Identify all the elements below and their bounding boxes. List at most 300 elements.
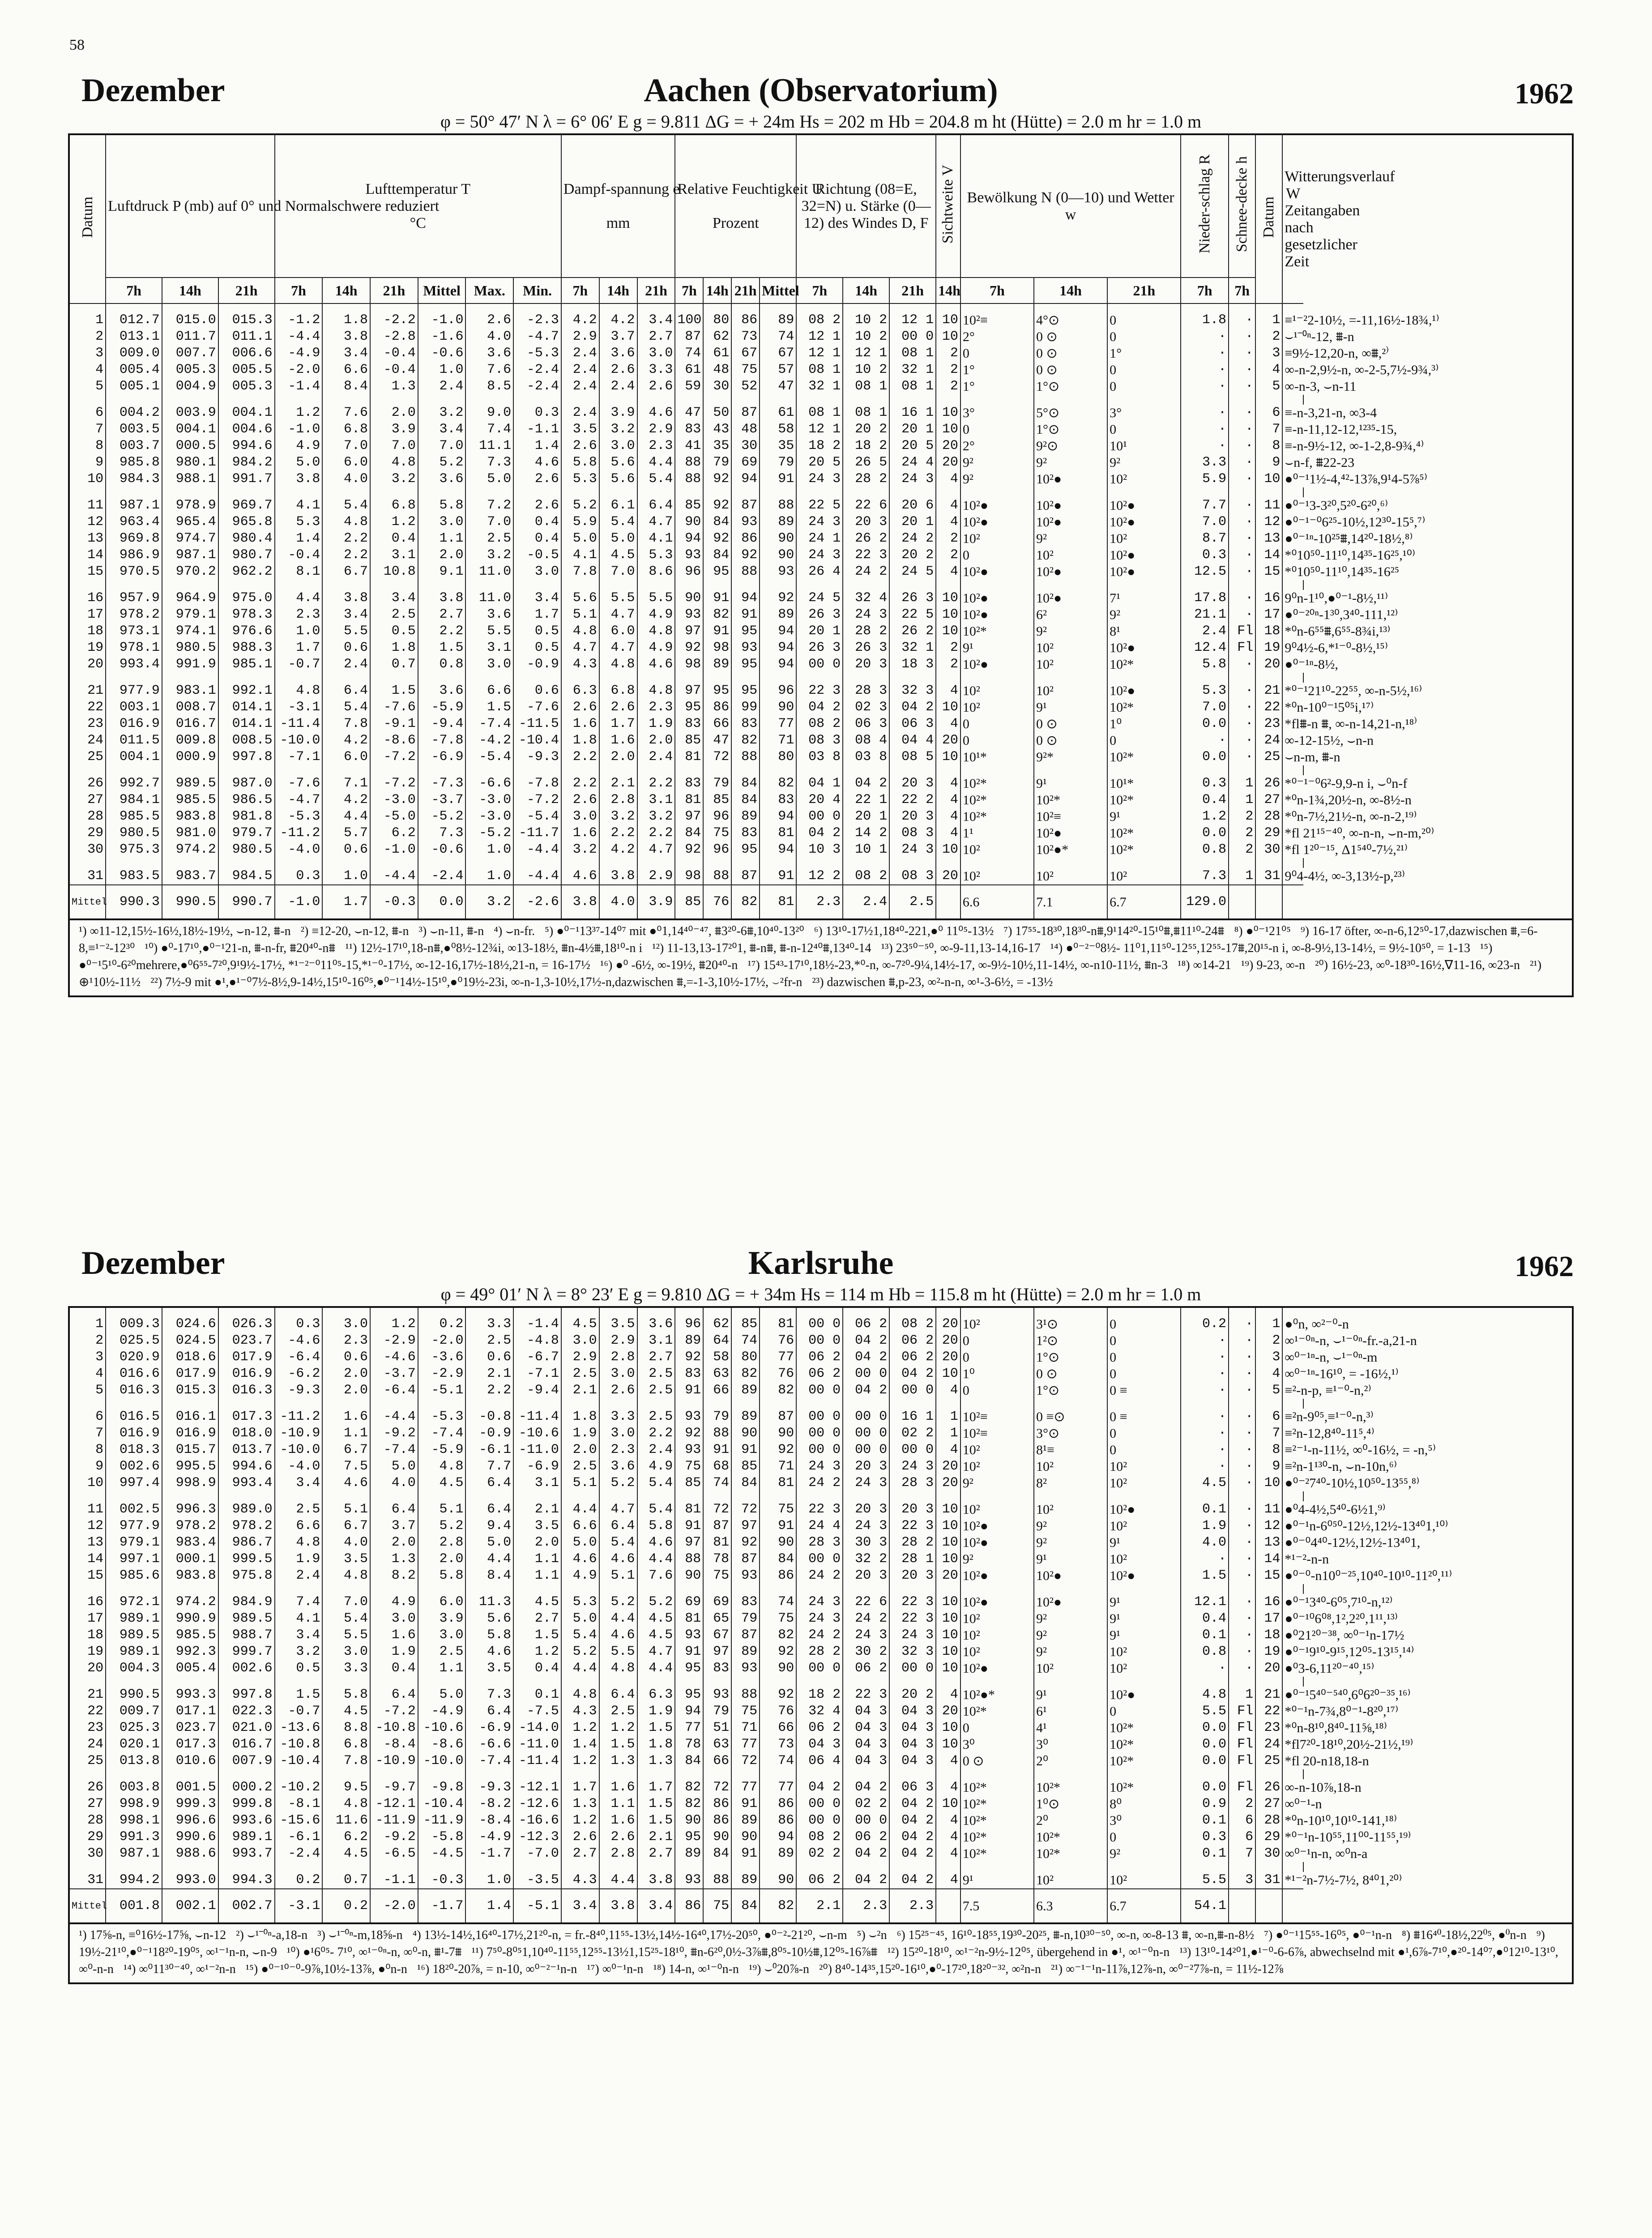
temperature-cell: -1.0 — [418, 303, 466, 329]
humidity-cell: 87 — [675, 329, 703, 345]
visibility-cell: 2 — [936, 345, 960, 362]
temp-max-cell: -6.6 — [465, 775, 513, 792]
humidity-cell: 90 — [760, 1872, 796, 1889]
wind-cell: 26 2 — [843, 530, 889, 547]
cloud-weather-cell: 3° — [1107, 405, 1181, 421]
temp-min-cell: -12.3 — [513, 1829, 561, 1845]
wind-cell: 04 3 — [843, 1703, 889, 1720]
temp-min-cell: 0.5 — [513, 623, 561, 640]
wind-cell: 08 3 — [796, 732, 843, 749]
visibility-cell: 2 — [936, 547, 960, 564]
table-row — [69, 1534, 1573, 1551]
temp-max-cell: -3.0 — [465, 792, 513, 808]
precipitation-cell: 12.1 — [1181, 1594, 1229, 1610]
col-wind: Richtung (08=E, 32=N) u. Stärke (0—12) des Windes D, F — [796, 134, 936, 278]
precipitation-cell: 4.5 — [1181, 1475, 1229, 1491]
row-spacer — [69, 580, 1573, 590]
temp-min-cell: -9.3 — [513, 749, 561, 765]
cloud-weather-cell: 3°⊙ — [1034, 1425, 1107, 1442]
date-cell-right: 25 — [1255, 1753, 1282, 1769]
pressure-cell: 009.8 — [162, 732, 218, 749]
pressure-cell: 970.2 — [162, 564, 218, 580]
pressure-cell: 005.3 — [218, 378, 275, 395]
snow-cover-cell: · — [1229, 438, 1255, 454]
temperature-cell: 3.4 — [418, 421, 466, 438]
vapour-pressure-cell: 2.7 — [561, 1845, 599, 1862]
weather-course-cell: ●⁰21²⁰⁻³⁸, ∞⁰⁻¹n-17½ — [1282, 1627, 1303, 1644]
cloud-weather-cell: 8⁰ — [1107, 1796, 1181, 1812]
temperature-cell: -10.8 — [275, 1736, 323, 1753]
humidity-cell: 41 — [675, 438, 703, 454]
pressure-cell: 973.1 — [106, 623, 162, 640]
pressure-cell: 978.2 — [106, 606, 162, 623]
humidity-cell: 90 — [675, 1567, 703, 1584]
pressure-cell: 987.0 — [218, 775, 275, 792]
humidity-cell: 58 — [760, 421, 796, 438]
humidity-cell: 84 — [731, 1889, 760, 1923]
wind-cell: 26 5 — [843, 454, 889, 471]
vapour-pressure-cell: 4.3 — [561, 656, 599, 673]
cloud-weather-cell: 1⁰ — [960, 1366, 1034, 1382]
snow-cover-cell: · — [1229, 1610, 1255, 1627]
humidity-cell: 81 — [760, 1307, 796, 1333]
humidity-cell: 75 — [703, 1889, 731, 1923]
temperature-cell: 3.7 — [370, 1518, 418, 1534]
pressure-cell: 005.1 — [106, 378, 162, 395]
temperature-cell: -10.6 — [418, 1720, 466, 1736]
vapour-pressure-cell: 4.7 — [637, 1644, 675, 1660]
date-cell: 14 — [69, 547, 106, 564]
date-cell-right: 17 — [1255, 606, 1282, 623]
temp-min-cell: -11.4 — [513, 1409, 561, 1425]
pressure-cell: 011.1 — [218, 329, 275, 345]
date-cell: 26 — [69, 775, 106, 792]
humidity-cell: 66 — [703, 1382, 731, 1399]
cloud-weather-cell: 4°⊙ — [1034, 303, 1107, 329]
temp-min-cell: 4.6 — [513, 454, 561, 471]
visibility-cell: 10 — [936, 699, 960, 716]
visibility-cell: 4 — [936, 1812, 960, 1829]
weather-course-cell: ∞⁰⁻¹-n — [1282, 1796, 1303, 1812]
footnote: ⁹) 19½-21¹⁰,●⁰⁻¹18²⁰-19⁰⁵, ∞¹⁻¹n-n, ⌣n-9 — [79, 1928, 1545, 1959]
temperature-cell: 3.8 — [322, 329, 370, 345]
wind-cell: 00 0 — [889, 1382, 936, 1399]
temp-max-cell: 1.5 — [465, 699, 513, 716]
date-cell-right: 18 — [1255, 623, 1282, 640]
row-spacer — [69, 1491, 1573, 1501]
snow-cover-cell: · — [1229, 1458, 1255, 1475]
date-cell-right: 11 — [1255, 1501, 1282, 1518]
cloud-weather-cell: 10²● — [1107, 1501, 1181, 1518]
temperature-cell: -9.7 — [370, 1779, 418, 1796]
humidity-cell: 80 — [760, 749, 796, 765]
humidity-cell: 82 — [760, 1889, 796, 1923]
vapour-pressure-cell: 5.5 — [637, 590, 675, 606]
snow-cover-cell: · — [1229, 732, 1255, 749]
precipitation-cell: 0.1 — [1181, 1627, 1229, 1644]
humidity-cell: 91 — [731, 606, 760, 623]
cloud-weather-cell: 10²≡ — [960, 303, 1034, 329]
humidity-cell: 97 — [703, 1644, 731, 1660]
cloud-weather-cell: 9² — [1034, 454, 1107, 471]
wind-cell: 10 1 — [843, 841, 889, 858]
weather-course-cell: ≡¹⁻²2-10½, =-11,16½-18¾,¹⁾ — [1282, 303, 1303, 329]
vapour-pressure-cell: 6.6 — [561, 1518, 599, 1534]
temp-max-cell: -5.2 — [465, 825, 513, 841]
pressure-cell: 002.5 — [106, 1501, 162, 1518]
temperature-cell: 6.4 — [370, 1501, 418, 1518]
cloud-weather-cell: 0 — [960, 547, 1034, 564]
humidity-cell: 71 — [731, 1720, 760, 1736]
wind-cell: 08 2 — [796, 303, 843, 329]
vapour-pressure-cell: 1.5 — [637, 1812, 675, 1829]
temperature-cell: 0.5 — [275, 1660, 323, 1677]
date-cell-right: 10 — [1255, 1475, 1282, 1491]
vapour-pressure-cell: 4.9 — [561, 1567, 599, 1584]
humidity-cell: 97 — [675, 808, 703, 825]
humidity-cell: 66 — [703, 1753, 731, 1769]
temp-max-cell: -4.2 — [465, 732, 513, 749]
pressure-cell: 984.1 — [106, 792, 162, 808]
wind-cell: 06 4 — [796, 1753, 843, 1769]
temperature-cell: -0.7 — [275, 1703, 323, 1720]
weather-course-cell: ●⁰⁻²⁰ⁿ-1³⁰,3⁴⁰-111,¹²⁾ — [1282, 606, 1303, 623]
temperature-cell: 1.8 — [370, 640, 418, 656]
vapour-pressure-cell: 5.8 — [637, 1518, 675, 1534]
cloud-weather-cell: 9² — [1034, 1518, 1107, 1534]
humidity-cell: 30 — [703, 378, 731, 395]
temp-max-cell: -7.4 — [465, 716, 513, 732]
pressure-cell: 016.5 — [106, 1409, 162, 1425]
cloud-weather-cell: 9²⊙ — [1034, 438, 1107, 454]
cloud-weather-cell: 10²* — [1107, 749, 1181, 765]
visibility-cell: 4 — [936, 1442, 960, 1458]
cloud-weather-cell: 10²≡ — [960, 1425, 1034, 1442]
date-cell: 4 — [69, 1366, 106, 1382]
date-cell: 12 — [69, 514, 106, 530]
vapour-pressure-cell: 1.6 — [599, 1779, 637, 1796]
weather-course-cell: ●⁰⁻¹n-6⁰⁵⁰-12½,12½-13⁴⁰1,¹⁰⁾ — [1282, 1518, 1303, 1534]
vapour-pressure-cell: 1.3 — [599, 1753, 637, 1769]
temperature-cell: 1.5 — [275, 1687, 323, 1703]
vapour-pressure-cell: 5.3 — [561, 1594, 599, 1610]
wind-cell: 2.4 — [843, 885, 889, 919]
precipitation-cell: 0.0 — [1181, 749, 1229, 765]
precipitation-cell: 3.3 — [1181, 454, 1229, 471]
visibility-cell: 20 — [936, 454, 960, 471]
temperature-cell: -2.8 — [370, 329, 418, 345]
footnote: ¹⁷) ∞⁰⁻¹n-n — [587, 1962, 644, 1976]
temperature-cell: 2.0 — [322, 1382, 370, 1399]
wind-cell: 22 5 — [796, 497, 843, 514]
vapour-pressure-cell: 2.5 — [637, 1366, 675, 1382]
cloud-weather-cell: 0 ≡ — [1107, 1382, 1181, 1399]
snow-cover-cell: · — [1229, 1627, 1255, 1644]
humidity-cell: 80 — [703, 303, 731, 329]
temp-max-cell: 7.3 — [465, 1687, 513, 1703]
temperature-cell: 1.6 — [322, 1409, 370, 1425]
pressure-cell: 999.5 — [218, 1551, 275, 1567]
pressure-cell: 992.1 — [218, 683, 275, 699]
pressure-cell: 984.3 — [106, 471, 162, 487]
humidity-cell: 84 — [675, 1753, 703, 1769]
vapour-pressure-cell: 3.5 — [561, 421, 599, 438]
temperature-cell: 1.3 — [370, 1551, 418, 1567]
wind-cell: 2.1 — [796, 1889, 843, 1923]
wind-cell: 14 2 — [843, 825, 889, 841]
wind-cell: 20 3 — [889, 775, 936, 792]
vapour-pressure-cell: 1.8 — [561, 1409, 599, 1425]
humidity-cell: 96 — [675, 1307, 703, 1333]
footnote: ⁵) ⌣²n — [857, 1928, 887, 1942]
cloud-weather-cell: 10² — [960, 1442, 1034, 1458]
visibility-cell: 2 — [936, 530, 960, 547]
humidity-cell: 88 — [675, 1551, 703, 1567]
cloud-weather-cell: 10²* — [960, 1703, 1034, 1720]
temperature-cell: 4.0 — [322, 1534, 370, 1551]
temp-min-cell: -5.3 — [513, 345, 561, 362]
vapour-pressure-cell: 3.1 — [637, 792, 675, 808]
humidity-cell: 82 — [731, 732, 760, 749]
temperature-cell: 7.0 — [322, 438, 370, 454]
humidity-cell: 84 — [675, 825, 703, 841]
pressure-cell: 016.1 — [162, 1409, 218, 1425]
wind-cell: 06 2 — [843, 1660, 889, 1677]
cloud-weather-cell: 3⁰ — [1107, 1812, 1181, 1829]
humidity-cell: 97 — [731, 1518, 760, 1534]
temperature-cell: -0.6 — [418, 841, 466, 858]
temp-max-cell: 3.1 — [465, 640, 513, 656]
temp-min-cell: -5.4 — [513, 808, 561, 825]
cloud-weather-cell: 2⁰ — [1034, 1753, 1107, 1769]
humidity-cell: 67 — [760, 345, 796, 362]
cloud-weather-cell: 9¹ — [1034, 1551, 1107, 1567]
temperature-cell: 3.5 — [322, 1551, 370, 1567]
date-cell: 6 — [69, 1409, 106, 1425]
temperature-cell: 6.4 — [322, 683, 370, 699]
wind-cell: 30 3 — [843, 1534, 889, 1551]
wind-cell: 04 2 — [843, 1845, 889, 1862]
cloud-weather-cell: 10²● — [960, 590, 1034, 606]
humidity-cell: 90 — [675, 590, 703, 606]
pressure-cell: 988.7 — [218, 1627, 275, 1644]
wind-cell: 18 2 — [796, 1687, 843, 1703]
date-cell: 12 — [69, 1518, 106, 1534]
temperature-cell: -6.2 — [275, 1366, 323, 1382]
temperature-cell: 1.5 — [370, 683, 418, 699]
vapour-pressure-cell: 4.6 — [637, 405, 675, 421]
date-cell: 30 — [69, 841, 106, 858]
wind-cell: 00 0 — [796, 1812, 843, 1829]
date-cell: 19 — [69, 640, 106, 656]
wind-cell: 20 5 — [796, 454, 843, 471]
vapour-pressure-cell: 1.2 — [599, 1720, 637, 1736]
wind-cell: 26 3 — [843, 640, 889, 656]
temperature-cell: -0.4 — [370, 345, 418, 362]
cloud-weather-cell: 10² — [1034, 640, 1107, 656]
weather-course-cell: *fl 21¹⁵⁻⁴⁰, ∞-n-n, ⌣n-m,²⁰⁾ — [1282, 825, 1303, 841]
wind-cell: 24 4 — [796, 1518, 843, 1534]
temp-max-cell: 8.4 — [465, 1567, 513, 1584]
humidity-cell: 89 — [675, 1845, 703, 1862]
vapour-pressure-cell: 2.1 — [637, 1829, 675, 1845]
cloud-weather-cell: 10²* — [1034, 792, 1107, 808]
temperature-cell: 4.1 — [275, 497, 323, 514]
precipitation-cell: 4.8 — [1181, 1687, 1229, 1703]
wind-cell: 24 3 — [796, 1610, 843, 1627]
temperature-cell: 9.5 — [322, 1779, 370, 1796]
pressure-cell: 999.8 — [218, 1796, 275, 1812]
temp-max-cell: 3.2 — [465, 547, 513, 564]
cloud-weather-cell: 10²* — [960, 792, 1034, 808]
pressure-cell: 014.1 — [218, 699, 275, 716]
hour-header: Max. — [465, 278, 513, 303]
date-cell-right: 16 — [1255, 1594, 1282, 1610]
hour-header: 21h — [889, 278, 936, 303]
vapour-pressure-cell: 2.4 — [637, 749, 675, 765]
temperature-cell: -2.0 — [418, 1333, 466, 1349]
temperature-cell: 3.8 — [322, 590, 370, 606]
weather-course-cell: ⌣n-f, ⩩22-23 — [1282, 454, 1303, 471]
visibility-cell: 2 — [936, 640, 960, 656]
cloud-weather-cell: 10² — [960, 1627, 1034, 1644]
humidity-cell: 79 — [703, 454, 731, 471]
date-cell: 26 — [69, 1779, 106, 1796]
date-cell: 11 — [69, 497, 106, 514]
temperature-cell: 4.8 — [322, 1796, 370, 1812]
pressure-cell: 988.6 — [162, 1845, 218, 1862]
pressure-cell: 988.3 — [218, 640, 275, 656]
cloud-weather-cell: 0 — [960, 1720, 1034, 1736]
wind-cell: 04 3 — [889, 1720, 936, 1736]
humidity-cell: 74 — [675, 345, 703, 362]
wind-cell: 04 2 — [889, 1796, 936, 1812]
vapour-pressure-cell: 3.0 — [599, 1425, 637, 1442]
vapour-pressure-cell: 1.7 — [637, 1779, 675, 1796]
humidity-cell: 91 — [675, 1644, 703, 1660]
temperature-cell: -4.9 — [275, 345, 323, 362]
vapour-pressure-cell: 3.7 — [599, 329, 637, 345]
pressure-cell: 975.3 — [106, 841, 162, 858]
temperature-cell: 2.0 — [418, 547, 466, 564]
date-cell-right: 3 — [1255, 345, 1282, 362]
table-row — [69, 1720, 1573, 1736]
wind-cell: 08 3 — [889, 868, 936, 885]
wind-cell: 04 2 — [843, 1382, 889, 1399]
wind-cell: 24 4 — [889, 454, 936, 471]
vapour-pressure-cell: 2.0 — [637, 732, 675, 749]
vapour-pressure-cell: 5.6 — [599, 454, 637, 471]
temp-min-cell: -0.5 — [513, 547, 561, 564]
temperature-cell: 7.8 — [322, 716, 370, 732]
wind-cell: 20 1 — [796, 623, 843, 640]
weather-course-cell: ∞-n-10⅞,18-n — [1282, 1779, 1303, 1796]
wind-cell: 24 1 — [796, 530, 843, 547]
wind-cell: 10 2 — [843, 303, 889, 329]
weather-course-cell: ●⁰⁻¹⁻⁰6²⁵-10½,12³⁰-15⁵,⁷⁾ — [1282, 514, 1303, 530]
temperature-cell: 4.8 — [418, 1458, 466, 1475]
pressure-cell: 015.7 — [162, 1442, 218, 1458]
humidity-cell: 84 — [703, 514, 731, 530]
temp-max-cell: -6.1 — [465, 1442, 513, 1458]
temperature-cell: -2.0 — [275, 362, 323, 378]
humidity-cell: 97 — [675, 623, 703, 640]
snow-cover-cell: · — [1229, 362, 1255, 378]
footnote: ²¹) ∞⁻¹⁻¹n-11⅞,12⅞-n, ∞⁰⁻²7⅞-n, = 11½-12⅞ — [1050, 1962, 1284, 1976]
wind-cell: 04 2 — [796, 699, 843, 716]
precipitation-cell: · — [1181, 1442, 1229, 1458]
temp-min-cell: -2.3 — [513, 303, 561, 329]
temperature-cell: -4.4 — [370, 868, 418, 885]
humidity-cell: 92 — [760, 1687, 796, 1703]
vapour-pressure-cell: 7.8 — [561, 564, 599, 580]
temperature-cell: -3.7 — [370, 1366, 418, 1382]
pressure-cell: 022.3 — [218, 1703, 275, 1720]
col-dampfspannung: Dampf-spannung e mm — [561, 134, 675, 278]
date-cell: 18 — [69, 1627, 106, 1644]
temperature-cell: 1.9 — [370, 1644, 418, 1660]
temperature-cell: -0.6 — [418, 345, 466, 362]
table-body — [69, 303, 1573, 919]
snow-cover-cell: · — [1229, 564, 1255, 580]
wind-cell: 16 1 — [889, 1409, 936, 1425]
temp-max-cell: -4.9 — [465, 1829, 513, 1845]
table-row — [69, 1872, 1573, 1889]
cloud-weather-cell: 9² — [960, 1475, 1034, 1491]
cloud-weather-cell: 10²* — [960, 1812, 1034, 1829]
humidity-cell: 85 — [731, 1458, 760, 1475]
temperature-cell: -2.9 — [370, 1333, 418, 1349]
aachen-section — [68, 72, 1574, 997]
wind-cell: 00 0 — [796, 656, 843, 673]
cloud-weather-cell: 10²● — [960, 606, 1034, 623]
wind-cell: 08 1 — [843, 378, 889, 395]
temperature-cell: -11.9 — [370, 1812, 418, 1829]
humidity-cell: 85 — [675, 885, 703, 919]
humidity-cell: 92 — [675, 1349, 703, 1366]
temp-max-cell: 6.4 — [465, 1501, 513, 1518]
temp-min-cell: 0.1 — [513, 1687, 561, 1703]
temperature-cell: 0.6 — [322, 640, 370, 656]
cloud-weather-cell: 10²* — [960, 1845, 1034, 1862]
vapour-pressure-cell: 2.9 — [637, 421, 675, 438]
temperature-cell: -7.4 — [418, 1425, 466, 1442]
temp-max-cell: 5.0 — [465, 471, 513, 487]
month-title: Dezember — [81, 72, 225, 109]
footnote: ¹⁹) 9-23, ∞-n — [1241, 958, 1305, 972]
cloud-weather-cell: 9² — [960, 1551, 1034, 1567]
weather-course-cell: ●⁰⁻¹1½-4,⁴²-13⅞,9¹4-5⅞⁵⁾ — [1282, 471, 1303, 487]
cloud-weather-cell: 10²≡ — [960, 1409, 1034, 1425]
visibility-cell: 10 — [936, 590, 960, 606]
footnote: ³) ⌣n-11, ⩩-n — [418, 924, 484, 938]
temperature-cell: 8.2 — [370, 1567, 418, 1584]
cloud-weather-cell: 0 — [960, 421, 1034, 438]
humidity-cell: 98 — [675, 868, 703, 885]
vapour-pressure-cell: 4.9 — [637, 1458, 675, 1475]
temp-min-cell: -5.1 — [513, 1889, 561, 1923]
vapour-pressure-cell: 4.8 — [561, 623, 599, 640]
temperature-cell: 5.1 — [322, 1501, 370, 1518]
date-cell: 31 — [69, 1872, 106, 1889]
humidity-cell: 77 — [760, 1349, 796, 1366]
humidity-cell: 83 — [675, 716, 703, 732]
vapour-pressure-cell: 2.5 — [561, 1366, 599, 1382]
date-cell: 3 — [69, 1349, 106, 1366]
humidity-cell: 30 — [731, 438, 760, 454]
humidity-cell: 63 — [703, 1736, 731, 1753]
table-row — [69, 640, 1573, 656]
